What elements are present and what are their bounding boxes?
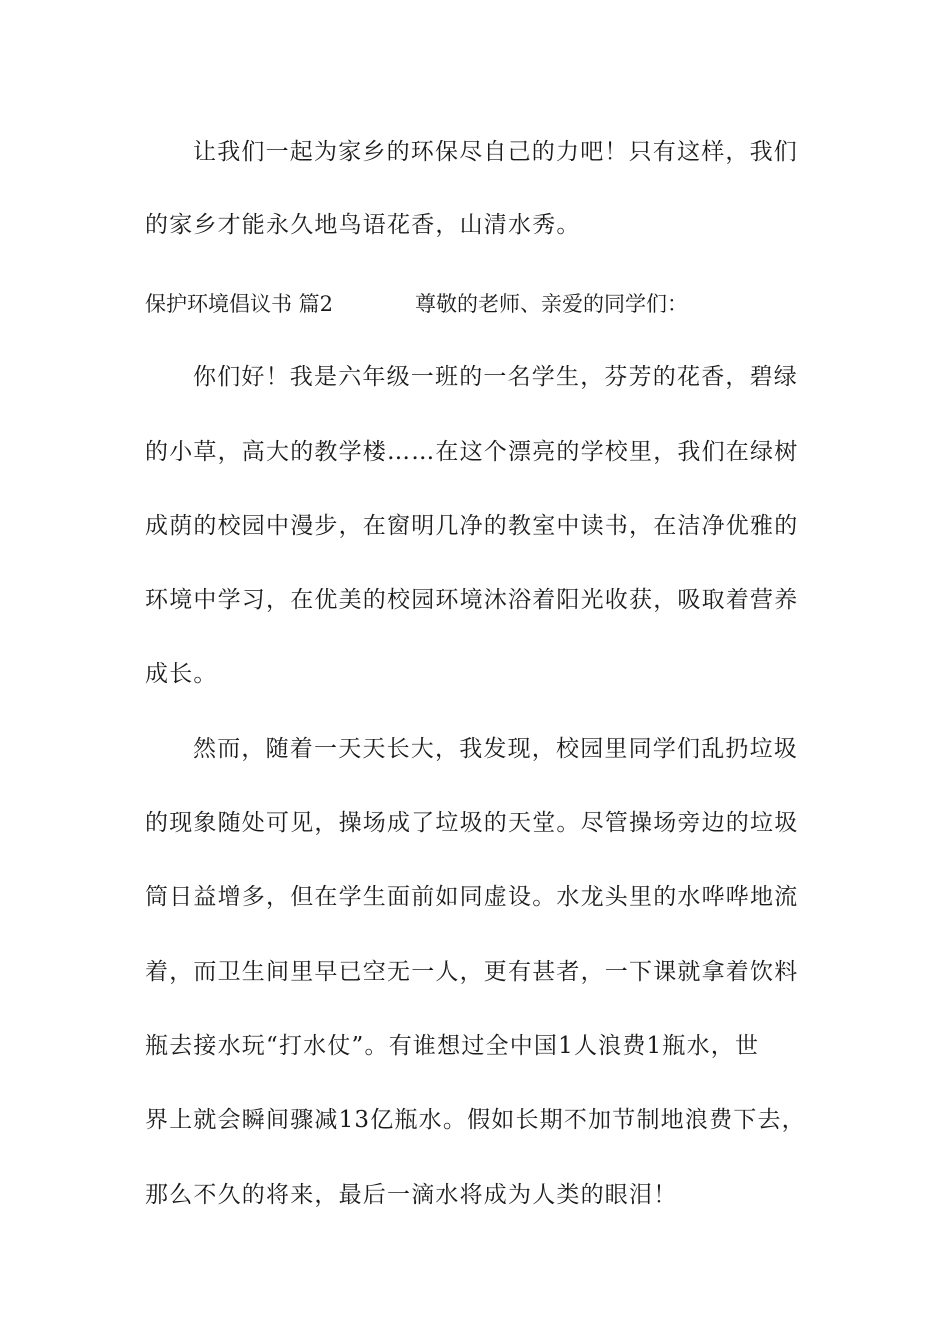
paragraph-1-line-2: 的家乡才能永久地鸟语花香，山清水秀。 — [145, 212, 581, 238]
paragraph-3-line-6: 界上就会瞬间骤减13亿瓶水。假如长期不加节制地浪费下去， — [145, 1107, 806, 1133]
paragraph-3-line-4: 着，而卫生间里早已空无一人，更有甚者，一下课就拿着饮料 — [145, 959, 799, 985]
paragraph-2-line-5: 成长。 — [145, 661, 218, 687]
paragraph-3-line-7: 那么不久的将来，最后一滴水将成为人类的眼泪！ — [145, 1182, 678, 1208]
paragraph-3-line-2: 的现象随处可见，操场成了垃圾的天堂。尽管操场旁边的垃圾 — [145, 810, 799, 836]
paragraph-3-line-5: 瓶去接水玩“打水仗”。有谁想过全中国1人浪费1瓶水，世 — [145, 1033, 760, 1059]
greeting: 尊敬的老师、亲爱的同学们： — [415, 292, 688, 316]
paragraph-1-line-1: 让我们一起为家乡的环保尽自己的力吧！只有这样，我们 — [193, 139, 798, 165]
paragraph-3-line-3: 筒日益增多，但在学生面前如同虚设。水龙头里的水哗哗地流 — [145, 884, 799, 910]
paragraph-3-line-1: 然而，随着一天天长大，我发现，校园里同学们乱扔垃圾 — [193, 736, 798, 762]
paragraph-2-line-1: 你们好！我是六年级一班的一名学生，芬芳的花香，碧绿 — [193, 364, 798, 390]
heading-title: 保护环境倡议书 篇2 — [145, 292, 334, 316]
paragraph-2-line-3: 成荫的校园中漫步，在窗明几净的教室中读书，在洁净优雅的 — [145, 513, 799, 539]
paragraph-2-line-4: 环境中学习，在优美的校园环境沐浴着阳光收获，吸取着营养 — [145, 587, 799, 613]
section-heading — [145, 289, 815, 319]
paragraph-2-line-2: 的小草，高大的教学楼……在这个漂亮的学校里，我们在绿树 — [145, 439, 799, 465]
